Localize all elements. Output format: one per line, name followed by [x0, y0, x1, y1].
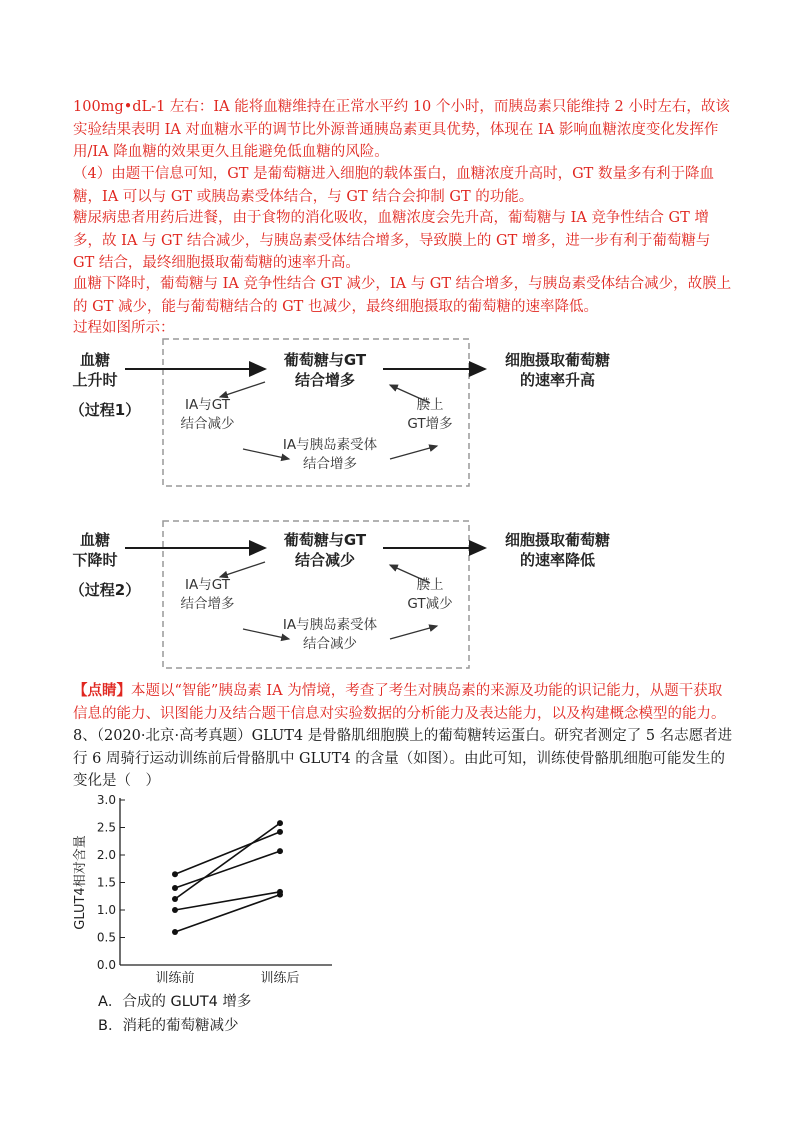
diagram-1-center: 葡萄糖与GT 结合增多: [283, 351, 367, 389]
diagram-2-mid-right: 膜上 GT减少: [407, 577, 453, 612]
glut4-chart: [70, 790, 350, 990]
data-point: [172, 896, 178, 902]
data-point: [172, 907, 178, 913]
diagram-1-mid-left: IA与GT 结合减少: [180, 397, 235, 432]
option-a[interactable]: A．合成的 GLUT4 增多: [98, 994, 252, 1010]
data-point: [277, 820, 283, 826]
y-axis-label: GLUT4相对含量: [73, 835, 88, 930]
diagram-2-result: 细胞摄取葡萄糖 的速率降低: [504, 531, 610, 569]
diagram-2-center: 葡萄糖与GT 结合减少: [283, 531, 367, 569]
series-line: [175, 823, 280, 899]
diagram-2-process-label: （过程2）: [69, 581, 141, 599]
y-tick-label: 2.5: [96, 820, 116, 835]
analysis-paragraph-3: 糖尿病患者用药后进餐，由于食物的消化吸收，血糖浓度会先升高，葡萄糖与 IA 竞争性结合 GT 增多，故 IA 与 GT 结合减少，与胰岛素受体结合增多，导致膜上的 GT 增多，进一步有利于葡萄糖与 GT 结合，最终细胞摄取葡萄糖的速率升高。: [73, 210, 711, 271]
x-tick-label: 训练后: [260, 971, 300, 986]
y-tick-label: 3.0: [96, 793, 116, 807]
tip-label: 【点睛】: [73, 682, 131, 699]
process-diagram-2: [65, 520, 745, 688]
x-tick-label: 训练前: [155, 971, 195, 986]
series-line: [175, 851, 280, 888]
diagram-2-bottom: IA与胰岛素受体 结合减少: [282, 617, 378, 652]
data-point: [172, 929, 178, 935]
diagram-1-mid-right: 膜上 GT增多: [407, 397, 453, 432]
data-point: [172, 871, 178, 877]
option-b[interactable]: B．消耗的葡萄糖减少: [98, 1018, 239, 1034]
analysis-paragraph-2: （4）由题干信息可知，GT 是葡萄糖进入细胞的载体蛋白，血糖浓度升高时，GT 数量多有利于降血糖，IA 可以与 GT 或胰岛素受体结合，与 GT 结合会抑制 GT 的功能。: [73, 166, 714, 205]
diagram-1-process-label: （过程1）: [69, 401, 141, 419]
y-tick-label: 2.0: [96, 848, 116, 862]
data-point: [277, 892, 283, 898]
data-point: [277, 829, 283, 835]
diagram-1-bottom: IA与胰岛素受体 结合增多: [282, 437, 378, 472]
diagram-2-condition: 血糖 下降时: [72, 531, 118, 569]
y-tick-label: 1.5: [96, 875, 116, 890]
y-tick-label: 0.5: [96, 930, 116, 945]
analysis-paragraph-1: 100mg•dL-1 左右：IA 能将血糖维持在正常水平约 10 个小时，而胰岛素只能维持 2 小时左右，故该实验结果表明 IA 对血糖水平的调节比外源普通胰岛素更具优势，体现在 IA 影响血糖浓度变化发挥作用/IA 降血糖的效果更久且能避免低血糖的风险。: [73, 99, 730, 160]
analysis-paragraph-5: 过程如图所示：: [73, 320, 175, 336]
y-tick-label: 0.0: [96, 958, 116, 972]
tip-text: 本题以“智能”胰岛素 IA 为情境，考查了考生对胰岛素的来源及功能的识记能力，从题干获取信息的能力、识图能力及结合题干信息对实验数据的分析能力及表达能力，以及构建概念模型的能力。: [73, 683, 726, 722]
process-diagram-1: [65, 338, 745, 506]
question-stem: 8、（2020·北京·高考真题）GLUT4 是骨骼肌细胞膜上的葡萄糖转运蛋白。研究者测定了 5 名志愿者进行 6 周骑行运动训练前后骨骼肌中 GLUT4 的含量（如图）。由此可知，训练使骨骼肌细胞可能发生的变化是（ ）: [73, 728, 733, 789]
glut4-chart-svg: [70, 790, 350, 990]
diagram-2-mid-left: IA与GT 结合增多: [180, 577, 235, 612]
diagram-1-condition: 血糖 上升时: [72, 351, 118, 389]
data-point: [277, 848, 283, 854]
analysis-paragraph-4: 血糖下降时，葡萄糖与 IA 竞争性结合 GT 减少，IA 与 GT 结合增多，与胰岛素受体结合减少，故膜上的 GT 减少，能与葡萄糖结合的 GT 也减少，最终细胞摄取的葡萄糖的速率降低。: [73, 276, 732, 315]
data-point: [172, 885, 178, 891]
series-line: [175, 832, 280, 874]
tip-paragraph: [73, 680, 733, 725]
diagram-1-result: 细胞摄取葡萄糖 的速率升高: [504, 351, 610, 389]
y-tick-label: 1.0: [96, 903, 116, 917]
